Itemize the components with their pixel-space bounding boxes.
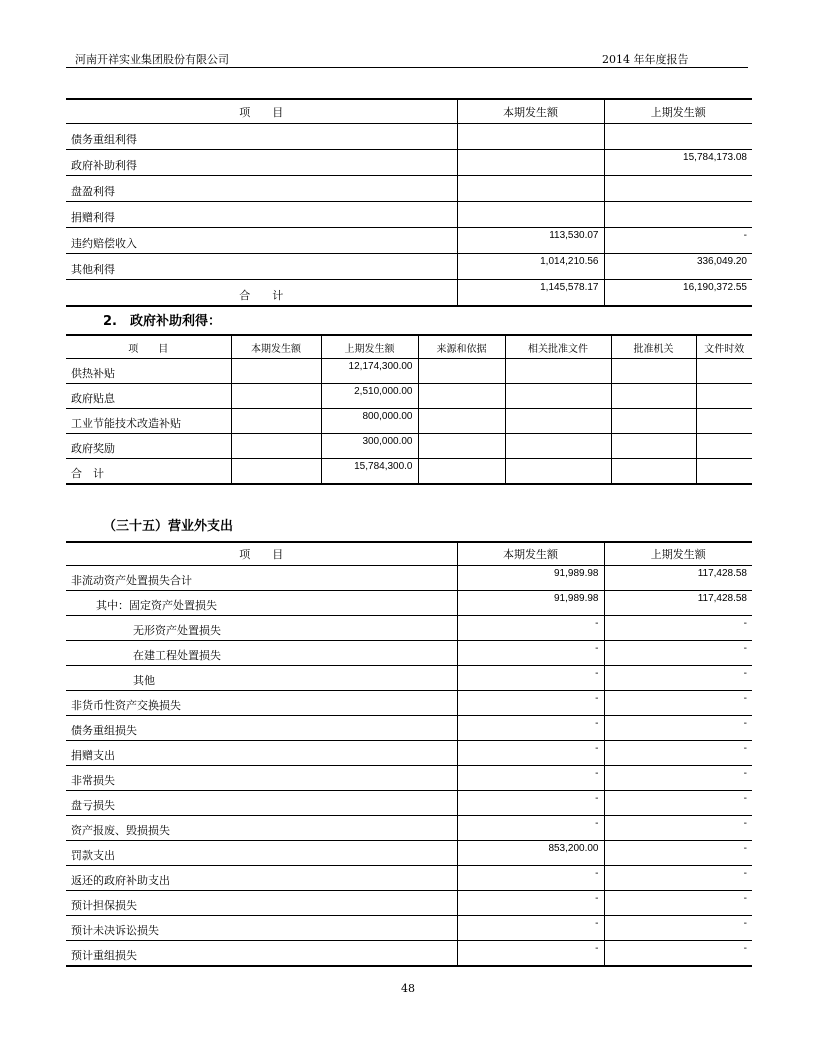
current-value: - xyxy=(457,941,604,967)
current-value: - xyxy=(457,641,604,666)
row-label: 工业节能技术改造补贴 xyxy=(66,409,231,434)
current-value: - xyxy=(457,716,604,741)
prior-value: 336,049.20 xyxy=(604,254,752,280)
total-row xyxy=(66,459,752,485)
current-value xyxy=(457,124,604,150)
table-header-row xyxy=(66,542,752,566)
row-label: 政府补助利得 xyxy=(66,150,457,176)
current-value: - xyxy=(457,691,604,716)
current-value: - xyxy=(457,816,604,841)
prior-value: - xyxy=(604,891,752,916)
table-row xyxy=(66,228,752,254)
section-title-government-grants: 2. 政府补助利得： xyxy=(103,314,221,329)
prior-value: 12,174,300.00 xyxy=(321,359,418,384)
other-gains-table xyxy=(66,98,752,307)
table-row xyxy=(66,202,752,228)
current-value xyxy=(231,384,321,409)
table-row xyxy=(66,150,752,176)
table-row xyxy=(66,891,752,916)
current-value: 91,989.98 xyxy=(457,566,604,591)
table-row xyxy=(66,941,752,967)
current-value xyxy=(231,434,321,459)
prior-value: 800,000.00 xyxy=(321,409,418,434)
authority-cell xyxy=(611,384,696,409)
current-value: - xyxy=(457,616,604,641)
col-header-current: 本期发生额 xyxy=(457,99,604,124)
table-row xyxy=(66,791,752,816)
table-row xyxy=(66,566,752,591)
table-row xyxy=(66,691,752,716)
row-label: 非货币性资产交换损失 xyxy=(66,691,457,716)
col-header-approval-doc: 相关批准文件 xyxy=(505,335,611,359)
table-row xyxy=(66,916,752,941)
validity-cell xyxy=(696,384,752,409)
source-cell xyxy=(418,459,505,485)
non-operating-expenses-table xyxy=(66,541,752,967)
total-row xyxy=(66,280,752,307)
approval-doc-cell xyxy=(505,459,611,485)
col-header-source: 来源和依据 xyxy=(418,335,505,359)
company-name: 河南开祥实业集团股份有限公司 xyxy=(75,53,229,66)
row-label: 违约赔偿收入 xyxy=(66,228,457,254)
row-label: 预计重组损失 xyxy=(66,941,457,967)
prior-value xyxy=(604,202,752,228)
prior-value: - xyxy=(604,866,752,891)
table-row xyxy=(66,716,752,741)
current-value xyxy=(457,150,604,176)
col-header-prior: 上期发生额 xyxy=(604,99,752,124)
row-label: 其他利得 xyxy=(66,254,457,280)
col-header-item: 项 目 xyxy=(239,105,284,119)
row-label: 无形资产处置损失 xyxy=(66,616,457,641)
col-header-item: 项 目 xyxy=(128,343,169,355)
row-label: 供热补贴 xyxy=(66,359,231,384)
total-label: 合 计 xyxy=(66,280,457,307)
col-header-current: 本期发生额 xyxy=(231,335,321,359)
prior-value: 16,190,372.55 xyxy=(604,280,752,307)
prior-value: - xyxy=(604,641,752,666)
validity-cell xyxy=(696,459,752,485)
approval-doc-cell xyxy=(505,384,611,409)
current-value xyxy=(457,202,604,228)
prior-value: - xyxy=(604,841,752,866)
current-value xyxy=(231,409,321,434)
current-value: 853,200.00 xyxy=(457,841,604,866)
table-row xyxy=(66,254,752,280)
table-row xyxy=(66,616,752,641)
prior-value: - xyxy=(604,941,752,967)
current-value: - xyxy=(457,791,604,816)
current-value xyxy=(231,459,321,485)
source-cell xyxy=(418,384,505,409)
section-title-non-operating-expenses: （三十五）营业外支出 xyxy=(103,519,234,534)
authority-cell xyxy=(611,409,696,434)
table-row xyxy=(66,591,752,616)
source-cell xyxy=(418,434,505,459)
row-label: 盘亏损失 xyxy=(66,791,457,816)
current-value: 1,014,210.56 xyxy=(457,254,604,280)
prior-value: - xyxy=(604,716,752,741)
current-value: 1,145,578.17 xyxy=(457,280,604,307)
col-header-authority: 批准机关 xyxy=(611,335,696,359)
source-cell xyxy=(418,359,505,384)
prior-value: - xyxy=(604,228,752,254)
current-value: - xyxy=(457,741,604,766)
validity-cell xyxy=(696,434,752,459)
current-value: - xyxy=(457,916,604,941)
current-value: - xyxy=(457,766,604,791)
table-row xyxy=(66,841,752,866)
authority-cell xyxy=(611,359,696,384)
table-row xyxy=(66,866,752,891)
row-label: 捐赠利得 xyxy=(66,202,457,228)
row-label: 非常损失 xyxy=(66,766,457,791)
col-header-validity: 文件时效 xyxy=(696,335,752,359)
current-value: - xyxy=(457,866,604,891)
row-label: 在建工程处置损失 xyxy=(66,641,457,666)
col-header-prior: 上期发生额 xyxy=(321,335,418,359)
table-row xyxy=(66,359,752,384)
row-label: 盘盈利得 xyxy=(66,176,457,202)
row-label: 其他 xyxy=(66,666,457,691)
current-value xyxy=(231,359,321,384)
current-value: 113,530.07 xyxy=(457,228,604,254)
report-title: 2014 年年度报告 xyxy=(602,53,689,66)
table-row xyxy=(66,176,752,202)
row-label: 捐赠支出 xyxy=(66,741,457,766)
prior-value: - xyxy=(604,691,752,716)
table-row xyxy=(66,384,752,409)
current-value xyxy=(457,176,604,202)
prior-value xyxy=(604,124,752,150)
prior-value: 2,510,000.00 xyxy=(321,384,418,409)
prior-value: 15,784,173.08 xyxy=(604,150,752,176)
prior-value: 15,784,300.0 xyxy=(321,459,418,485)
table-row xyxy=(66,409,752,434)
current-value: - xyxy=(457,891,604,916)
authority-cell xyxy=(611,434,696,459)
header-rule xyxy=(66,67,748,68)
approval-doc-cell xyxy=(505,434,611,459)
table-row xyxy=(66,434,752,459)
col-header-prior: 上期发生额 xyxy=(604,542,752,566)
row-label: 罚款支出 xyxy=(66,841,457,866)
row-label: 预计未决诉讼损失 xyxy=(66,916,457,941)
total-label: 合 计 xyxy=(66,459,231,485)
table-row xyxy=(66,666,752,691)
prior-value: - xyxy=(604,916,752,941)
current-value: 91,989.98 xyxy=(457,591,604,616)
validity-cell xyxy=(696,359,752,384)
row-label: 债务重组利得 xyxy=(66,124,457,150)
approval-doc-cell xyxy=(505,409,611,434)
row-label: 其中：固定资产处置损失 xyxy=(66,591,457,616)
prior-value: - xyxy=(604,766,752,791)
prior-value: - xyxy=(604,616,752,641)
validity-cell xyxy=(696,409,752,434)
row-label: 非流动资产处置损失合计 xyxy=(66,566,457,591)
row-label: 返还的政府补助支出 xyxy=(66,866,457,891)
prior-value: 117,428.58 xyxy=(604,566,752,591)
authority-cell xyxy=(611,459,696,485)
table-row xyxy=(66,766,752,791)
prior-value: - xyxy=(604,816,752,841)
prior-value: - xyxy=(604,791,752,816)
row-label: 债务重组损失 xyxy=(66,716,457,741)
col-header-current: 本期发生额 xyxy=(457,542,604,566)
current-value: - xyxy=(457,666,604,691)
row-label: 政府贴息 xyxy=(66,384,231,409)
source-cell xyxy=(418,409,505,434)
table-row xyxy=(66,816,752,841)
prior-value xyxy=(604,176,752,202)
prior-value: - xyxy=(604,666,752,691)
table-header-row xyxy=(66,335,752,359)
col-header-item: 项 目 xyxy=(239,548,284,561)
table-header-row xyxy=(66,99,752,124)
prior-value: 300,000.00 xyxy=(321,434,418,459)
row-label: 政府奖励 xyxy=(66,434,231,459)
table-row xyxy=(66,741,752,766)
prior-value: - xyxy=(604,741,752,766)
table-row xyxy=(66,124,752,150)
government-grants-table xyxy=(66,334,752,485)
row-label: 资产报废、毁损损失 xyxy=(66,816,457,841)
table-row xyxy=(66,641,752,666)
row-label: 预计担保损失 xyxy=(66,891,457,916)
prior-value: 117,428.58 xyxy=(604,591,752,616)
approval-doc-cell xyxy=(505,359,611,384)
page-number: 48 xyxy=(401,982,415,995)
